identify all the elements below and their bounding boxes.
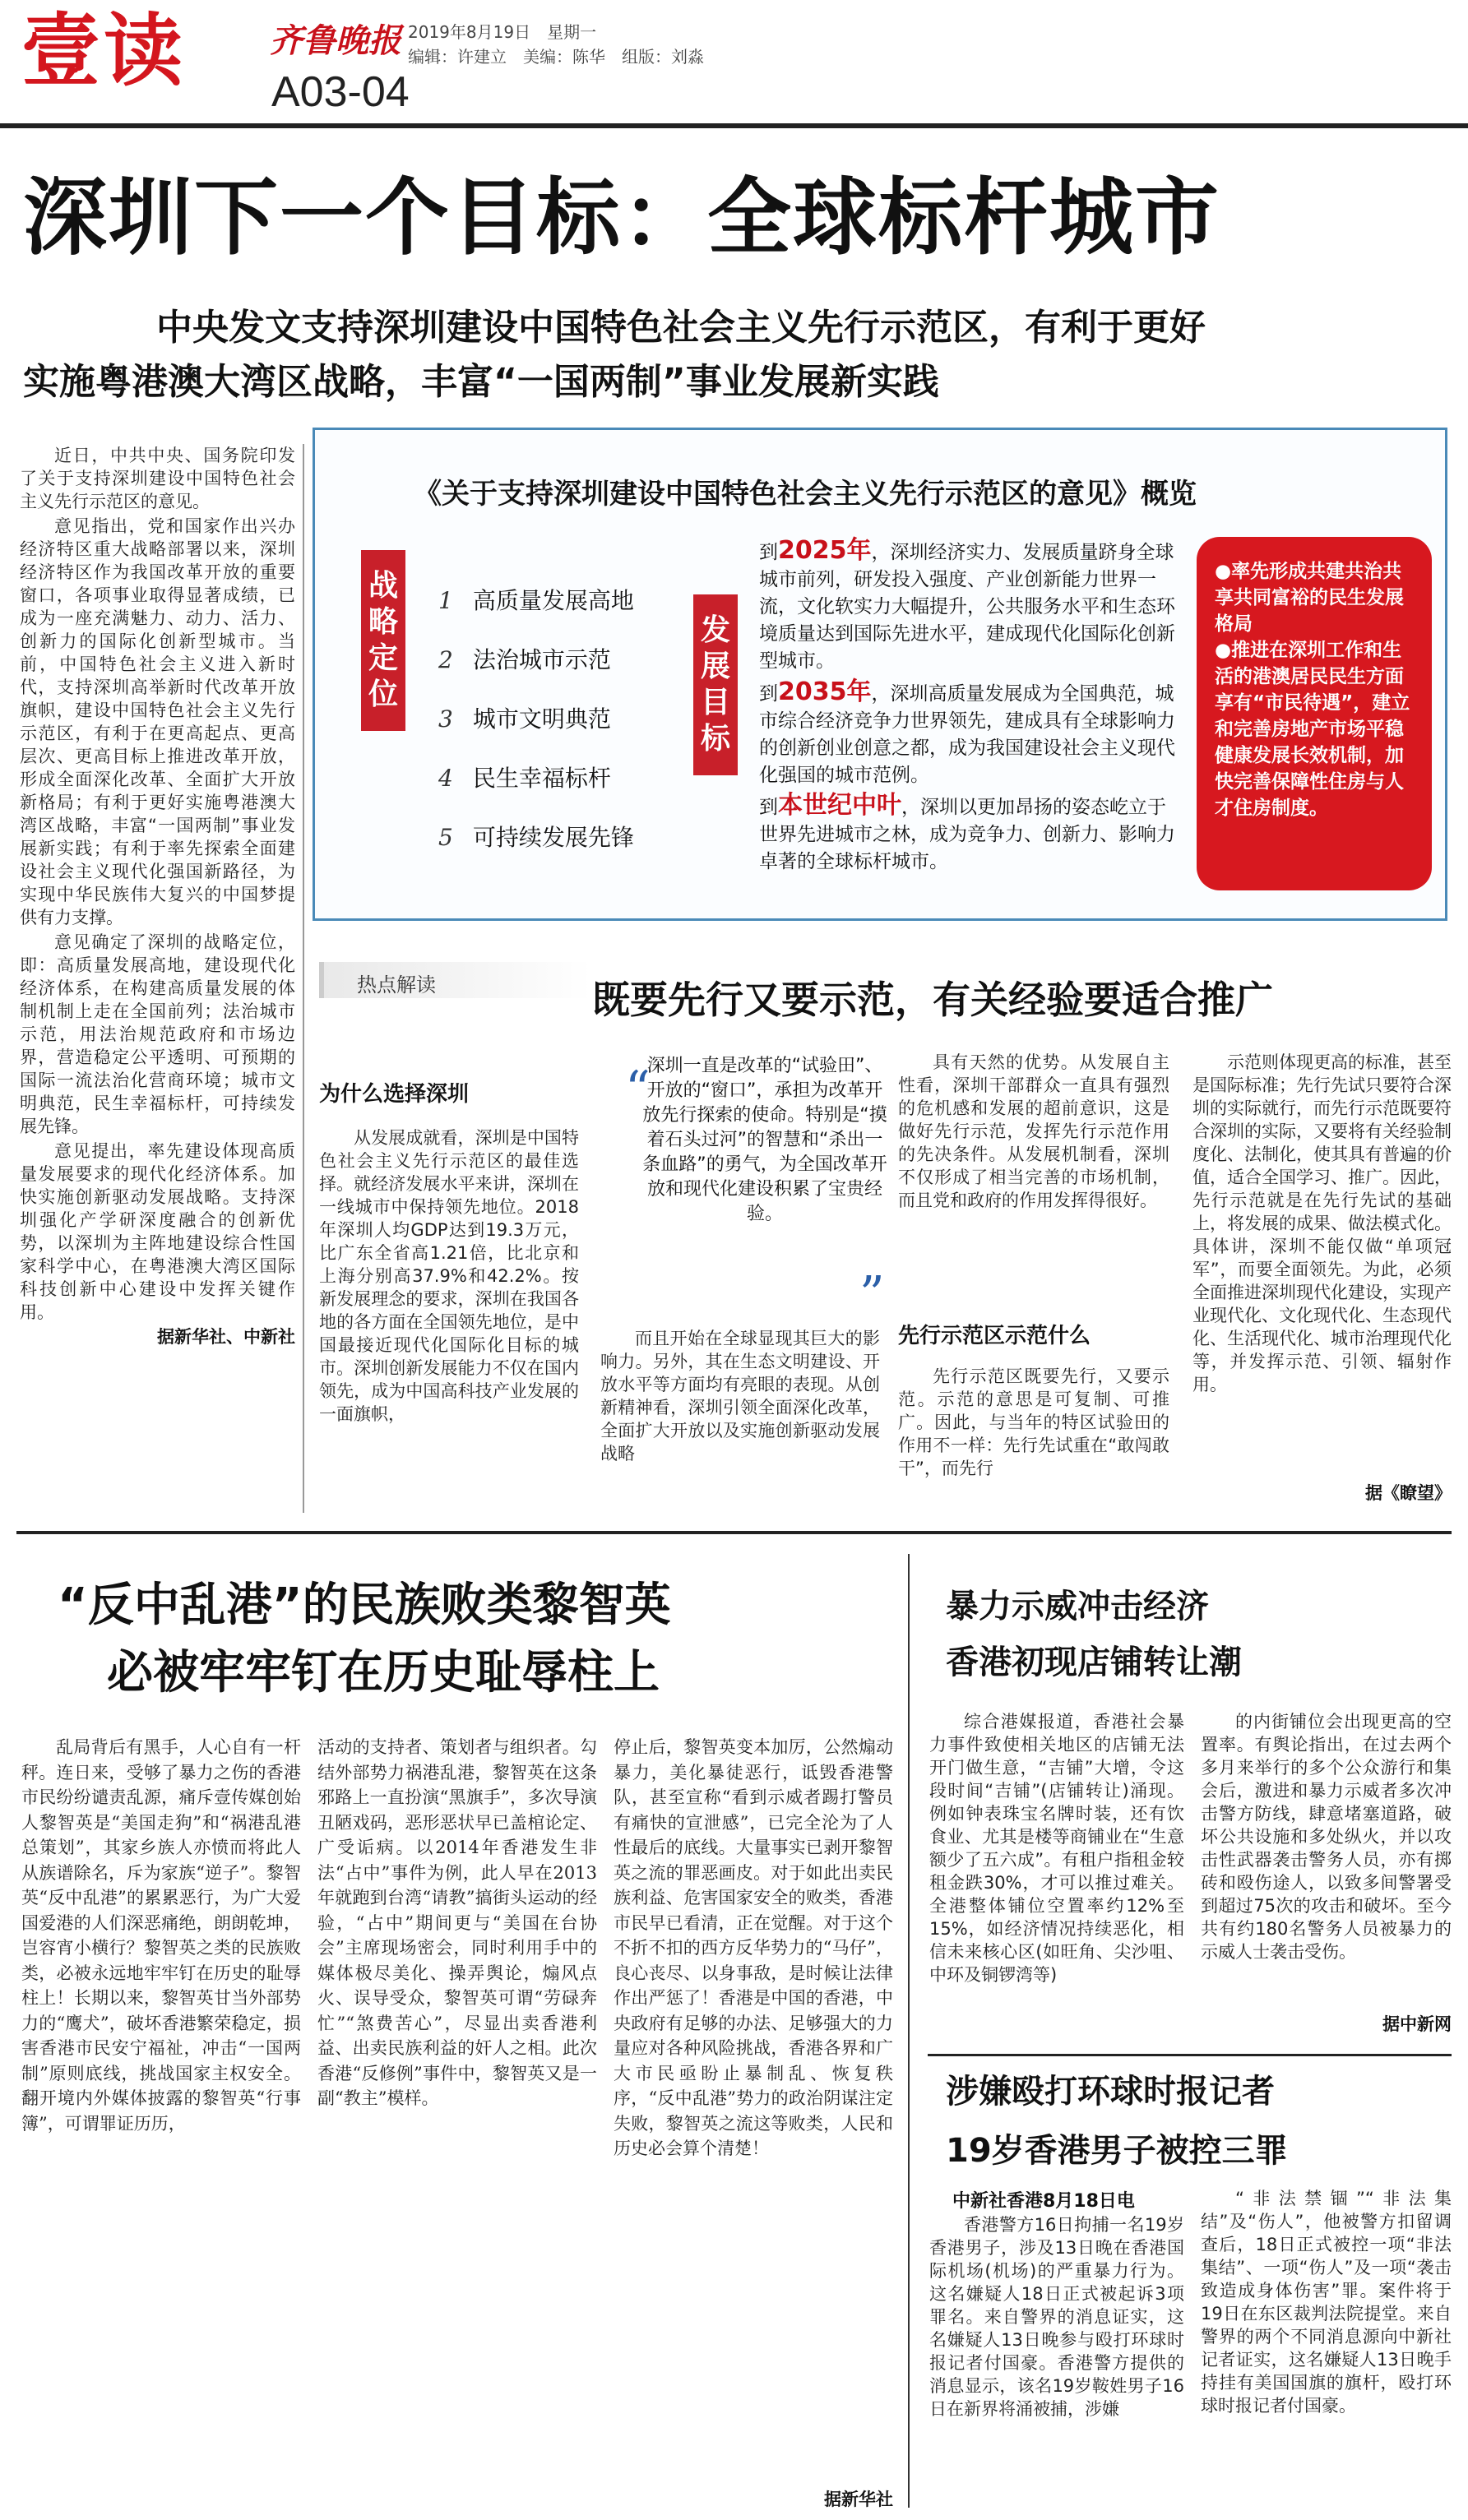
pull-quote: 深圳一直是改革的“试验田”、开放的“窗口”，承担为改革开放先行探索的使命。特别是“摸着石头过河”的智慧和“杀出一条血路”的勇气，为全国改革开放和现代化建设积累了宝贵经验。 <box>642 1056 887 1224</box>
economy-column-2: 的内街铺位会出现更高的空置率。有舆论指出，在过去两个多月来举行的多个公众游行和集会后，激进和暴力示威者多次冲击警方防线，肆意堵塞道路，破坏公共设施和多处纵火，并以攻击性武器袭击警务人员，亦有掷砖和殴伤途人，以致多间警署受到超过75次的攻击和破坏。至今共有约180名警务人员被暴力的示威人士袭击受伤。 <box>1201 1712 1452 1962</box>
lead-paragraph: 近日，中共中央、国务院印发了关于支持深圳建设中国特色社会主义先行示范区的意见。 <box>20 446 295 511</box>
goal-midcentury: 到本世纪中叶，深圳以更加昂扬的姿态屹立于世界先进城市之林，成为竞争力、创新力、影响力卓著的全球标杆城市。 <box>759 791 1175 872</box>
section-divider <box>928 2054 1452 2056</box>
analysis-subhead-what: 先行示范区示范什么 <box>898 1324 1091 1348</box>
analysis-headline: 既要先行又要示范，有关经验要适合推广 <box>592 978 1273 1022</box>
economy-headline-1: 暴力示威冲击经济 <box>946 1588 1209 1625</box>
quote-open-icon: “ <box>625 1061 651 1118</box>
newspaper-logo: 齐鲁晚报 <box>270 21 401 60</box>
masthead-meta <box>408 20 704 69</box>
analysis-source: 据《瞭望》 <box>1365 1483 1452 1503</box>
analysis-column-2: 而且开始在全球显现其巨大的影响力。另外，其在生态文明建设、开放水平等方面均有亮眼的表现。从创新精神看，深圳引领全面深化改革，全面扩大开放以及实施创新驱动发展战略 <box>600 1329 880 1463</box>
positioning-item: 2 法治城市示范 <box>438 646 611 673</box>
livelihood-point: ●率先形成共建共治共享共同富裕的民生发展格局 <box>1215 561 1404 635</box>
goal-2035: 到2035年，深圳高质量发展成为全国典范，城市综合经济竞争力世界领先，建成具有全球影响力的创新创业创意之都，成为我国建设社会主义现代化强国的城市范例。 <box>759 677 1175 786</box>
assault-dateline: 中新社香港8月18日电 <box>952 2191 1135 2212</box>
positioning-item: 4 民生幸福标杆 <box>438 765 611 792</box>
commentary-column-3: 停止后，黎智英变本加厉，公然煽动暴力，美化暴徒恶行，诋毁香港警队，甚至宣称“看到示威者踢打警员有痛快的宣泄感”，已完全沦为了人性最后的底线。大量事实已剥开黎智英之流的罪恶画皮。对于如此出卖民族利益、危害国家安全的败类，香港市民早已看清，正在觉醒。对于这个不折不扣的西方反华势力的“马仔”，良心丧尽、以身事敌，是时候让法律作出严惩了！香港是中国的香港，中央政府有足够的办法、足够强大的力量应对各种风险挑战，香港各界和广大市民亟盼止暴制乱、恢复秩序，“反中乱港”势力的政治阴谋注定失败，黎智英之流这等败类，人民和历史必会算个清楚！ <box>614 1737 893 2158</box>
positioning-item: 3 城市文明典范 <box>438 705 611 733</box>
assault-headline-2: 19岁香港男子被控三罪 <box>946 2132 1288 2170</box>
lead-paragraph: 意见指出，党和国家作出兴办经济特区重大战略部署以来，深圳经济特区作为我国改革开放的重要窗口，各项事业取得显著成绩，已成为一座充满魅力、动力、活力、创新力的国际化创新型城市。当前，中国特色社会主义进入新时代，支持深圳高举新时代改革开放旗帜，建设中国特色社会主义先行示范区，有利于在更高起点、更高层次、更高目标上推进改革开放，形成全面深化改革、全面扩大开放新格局；有利于更好实施粤港澳大湾区战略，丰富“一国两制”事业发展新实践；有利于率先探索全面建设社会主义现代化强国新路径，为实现中华民族伟大复兴的中国梦提供有力支撑。 <box>20 516 295 927</box>
commentary-headline-2: 必被牢牢钉在历史耻辱柱上 <box>107 1646 660 1699</box>
economy-source: 据中新网 <box>1382 2014 1452 2034</box>
page-number: A03-04 <box>271 68 410 116</box>
commentary-source: 据新华社 <box>824 2490 893 2509</box>
commentary-headline-1: “反中乱港”的民族败类黎智英 <box>58 1579 671 1632</box>
overview-infobox <box>313 428 1447 921</box>
analysis-column-4: 示范则体现更高的标准，甚至是国际标准；先行先试只要符合深圳的实际就行，而先行示范既要符合深圳的实际，又要将有关经验制度化、法制化，使其具有普遍的价值，适合全国学习、推广。因此，先行示范就是在先行先试的基础上，将发展的成果、做法模式化。具体讲，深圳不能仅做“单项冠军”，而要全面领先。为此，必须全面推进深圳现代化建设，实现产业现代化、文化现代化、生态现代化、生活现代化、城市治理现代化等，并发挥示范、引领、辐射作用。 <box>1192 1052 1452 1394</box>
lead-article <box>20 444 295 1513</box>
masthead-divider <box>0 123 1468 128</box>
analysis-column-3b: 先行示范区既要先行，又要示范。示范的意思是可复制、可推广。因此，与当年的特区试验田的作用不一样：先行先试重在“敢闯敢干”，而先行 <box>898 1366 1169 1478</box>
positioning-ribbon: 战略定位 <box>361 550 405 731</box>
main-subheadline-1: 中央发文支持深圳建设中国特色社会主义先行示范区，有利于更好 <box>156 307 1206 349</box>
issue-date: 2019年8月19日 星期一 <box>408 22 597 42</box>
lead-paragraph: 意见提出，率先建设体现高质量发展要求的现代化经济体系。加快实施创新驱动发展战略。支持深圳强化产学研深度融合的创新优势，以深圳为主阵地建设综合性国家科学中心，在粤港澳大湾区国际科技创新中心建设中发挥关键作用。 <box>20 1141 295 1322</box>
economy-headline-2: 香港初现店铺转让潮 <box>946 1644 1242 1681</box>
hot-topic-tab: 热点解读 <box>319 962 590 998</box>
positioning-item: 1 高质量发展高地 <box>438 587 634 614</box>
lead-paragraph: 意见确定了深圳的战略定位，即：高质量发展高地，建设现代化经济体系，在构建高质量发展的体制机制上走在全国前列；法治城市示范，用法治规范政府和市场边界，营造稳定公平透明、可预期的国际一流法治化营商环境；城市文明典范，民生幸福标杆，可持续发展先锋。 <box>20 932 295 1136</box>
goals-ribbon: 发展目标 <box>693 594 738 775</box>
quote-close-icon: ” <box>859 1266 885 1324</box>
section-divider <box>16 1531 1452 1534</box>
livelihood-point: ●推进在深圳工作和生活的港澳居民民生方面享有“市民待遇”，建立和完善房地产市场平稳健康发展长效机制，加快完善保障性住房与人才住房制度。 <box>1215 640 1410 819</box>
editor-credits: 编辑：许建立 美编：陈华 组版：刘淼 <box>408 47 704 67</box>
infobox-title: 《关于支持深圳建设中国特色社会主义先行示范区的意见》概览 <box>414 478 1197 511</box>
commentary-column-1: 乱局背后有黑手，人心自有一杆秤。连日来，受够了暴力之伤的香港市民纷纷谴责乱源，痛斥壹传媒创始人黎智英是“美国走狗”和“祸港乱港总策划”，其家乡族人亦愤而将此人从族谱除名，斥为家族“逆子”。黎智英“反中乱港”的累累恶行，为广大爱国爱港的人们深恶痛绝，朗朗乾坤，岂容宵小横行？黎智英之类的民族败类，必被永远地牢牢钉在历史的耻辱柱上！长期以来，黎智英甘当外部势力的“鹰犬”，破坏香港繁荣稳定，损害香港市民安宁福祉，冲击“一国两制”原则底线，挑战国家主权安全。翻开境内外媒体披露的黎智英“行事簿”，可谓罪证历历， <box>21 1737 301 2134</box>
analysis-column-1: 从发展成就看，深圳是中国特色社会主义先行示范区的最佳选择。就经济发展水平来讲，深圳在一线城市中保持领先地位。2018年深圳人均GDP达到19.3万元，比广东全省高1.21倍，比北京和上海分别高37.9%和42.2%。按新发展理念的要求，深圳在我国各地的各方面在全国领先地位，是中国最接近现代化国际化目标的城市。深圳创新发展能力不仅在国内领先，成为中国高科技产业发展的一面旗帜， <box>319 1128 579 1424</box>
commentary-column-2: 活动的支持者、策划者与组织者。勾结外部势力祸港乱港，黎智英在这条邪路上一直扮演“黑旗手”，多次导演丑陋戏码，恶形恶状早已盖棺论定、广受诟病。以2014年香港发生非法“占中”事件为例，此人早在2013年就跑到台湾“请教”搞街头运动的经验，“占中”期间更与“美国在台协会”主席现场密会，同时利用手中的媒体极尽美化、操弄舆论，煽风点火、误导受众，黎智英可谓“劳碌奔忙”“煞费苦心”，尽显出卖香港利益、出卖民族利益的奸人之相。此次香港“反修例”事件中，黎智英又是一副“教主”模样。 <box>317 1737 597 2108</box>
assault-column-1: 香港警方16日拘捕一名19岁香港男子，涉及13日晚在香港国际机场(机场)的严重暴力行为。这名嫌疑人18日正式被起诉3项罪名。来自警界的消息证实，这名嫌疑人13日晚参与殴打环球时报记者付国豪。香港警方提供的消息显示，该名19岁鞍姓男子16日在新界将涌被捕，涉嫌 <box>929 2215 1184 2419</box>
positioning-item: 5 可持续发展先锋 <box>438 824 634 851</box>
column-divider <box>908 1554 910 2508</box>
section-title: 壹读 <box>21 5 186 97</box>
main-subheadline-2: 实施粤港澳大湾区战略，丰富“一国两制”事业发展新实践 <box>23 361 939 403</box>
livelihood-panel <box>1197 537 1432 890</box>
analysis-column-3a: 具有天然的优势。从发展自主性看，深圳干部群众一直具有强烈的危机感和发展的超前意识，这是做好先行示范，发挥先行示范作用的先决条件。从发展机制看，深圳不仅形成了相当完善的市场机制，而且党和政府的作用发挥得很好。 <box>898 1052 1169 1210</box>
goal-2025: 到2025年，深圳经济实力、发展质量跻身全球城市前列，研发投入强度、产业创新能力世界一流，文化软实力大幅提升，公共服务水平和生态环境质量达到国际先进水平，建成现代化国际化创新型城市。 <box>759 536 1175 672</box>
assault-headline-1: 涉嫌殴打环球时报记者 <box>946 2073 1275 2111</box>
economy-column-1: 综合港媒报道，香港社会暴力事件致使相关地区的店铺无法开门做生意，“吉铺”大增，令这段时间“吉铺”(店铺转让)涌现。例如钟表珠宝名牌时装，还有饮食业、尤其是楼等商铺业在“生意额少了五六成”。有租户指租金较租金跌30%，才可以推过难关。全港整体铺位空置率约12%至15%，如经济情况持续恶化，相信未来核心区(如旺角、尖沙咀、中环及铜锣湾等) <box>929 1712 1184 1985</box>
lead-source: 据新华社、中新社 <box>157 1327 295 1347</box>
analysis-subhead-why: 为什么选择深圳 <box>319 1082 470 1107</box>
main-headline: 深圳下一个目标：全球标杆城市 <box>23 169 1220 267</box>
assault-column-2: “非法禁锢”“非法集结”及“伤人”，他被警方扣留调查后，18日正式被控一项“非法集结”、一项“伤人”及一项“袭击致造成身体伤害”罪。案件将于19日在东区裁判法院提堂。来自警界的两个不同消息源向中新社记者证实，这名嫌疑人13日晚手持挂有美国国旗的旗杆，殴打环球时报记者付国豪。 <box>1201 2189 1452 2416</box>
column-divider <box>303 444 304 1513</box>
